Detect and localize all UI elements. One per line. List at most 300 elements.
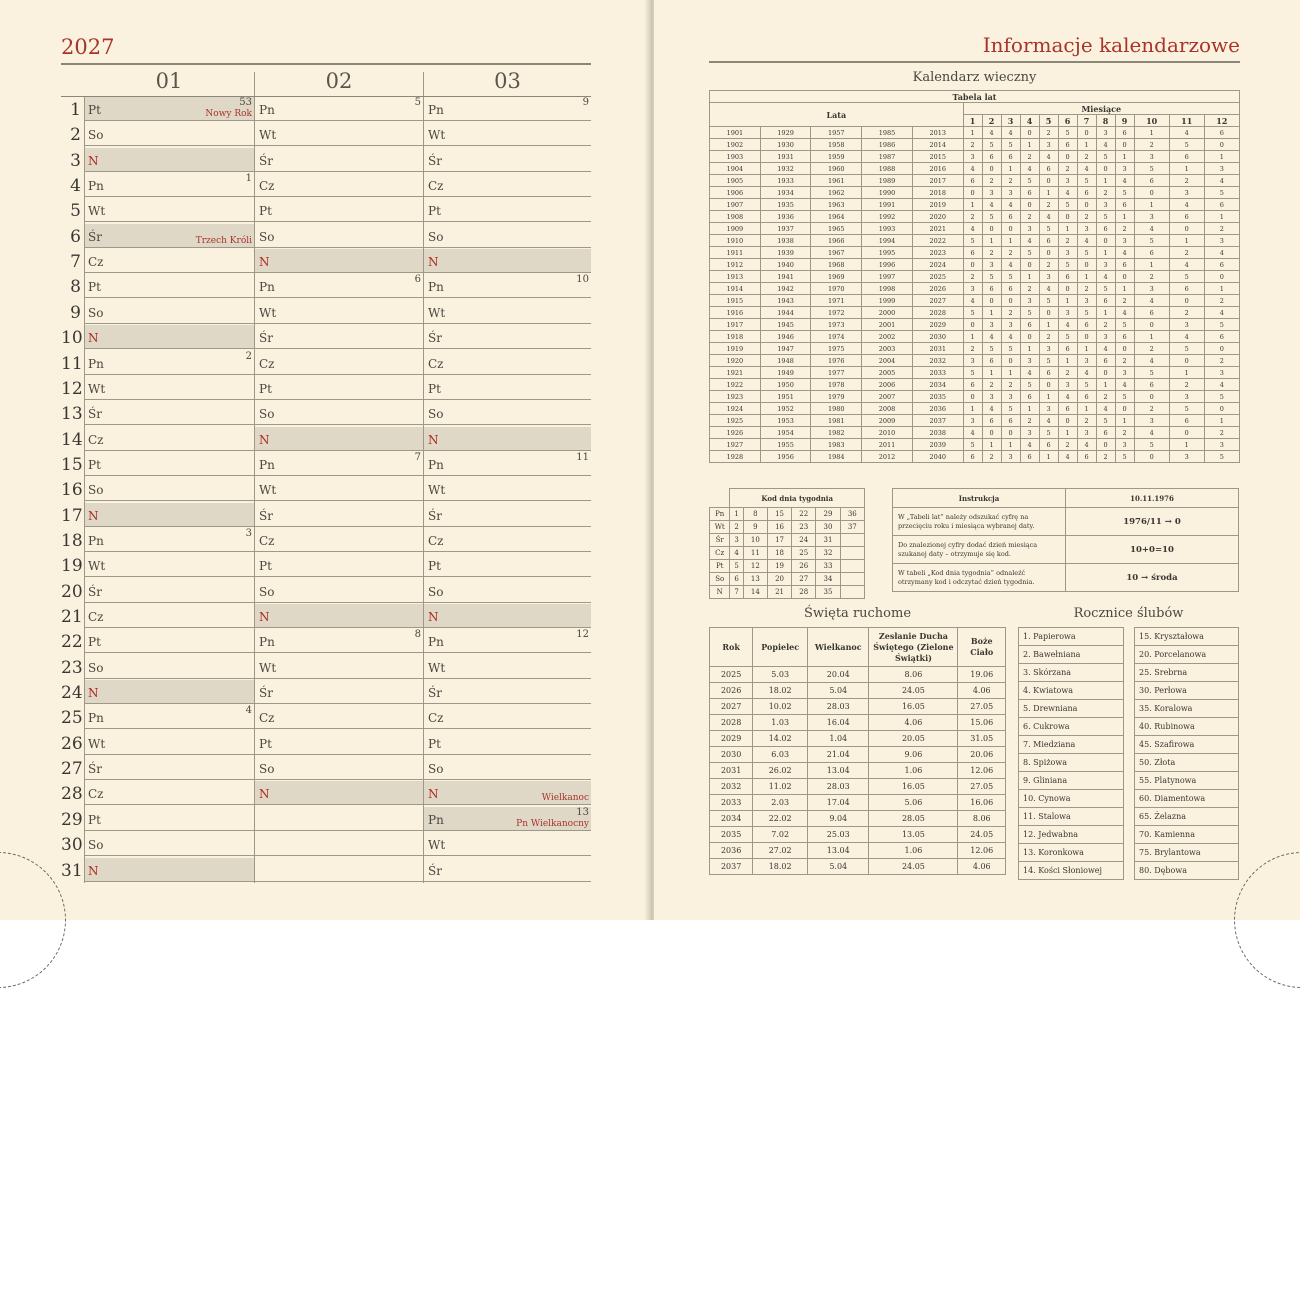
table-cell: 2013 [912, 127, 963, 139]
table-row [1019, 700, 1239, 718]
table-cell: 1 [963, 331, 982, 343]
day-cell[interactable] [424, 528, 591, 552]
day-cell[interactable] [424, 401, 591, 425]
day-cell[interactable] [255, 351, 423, 375]
table-cell: 1 [1134, 259, 1169, 271]
table-cell: 1 [1169, 367, 1204, 379]
day-cell[interactable] [84, 680, 254, 704]
table-cell: 6 [1204, 127, 1239, 139]
day-cell[interactable] [255, 528, 423, 552]
weekday-label: N [259, 255, 270, 270]
day-cell[interactable] [255, 655, 423, 679]
day-cell[interactable] [424, 148, 591, 172]
table-cell: 3 [982, 187, 1001, 199]
day-cell[interactable] [84, 401, 254, 425]
movable-feasts-table [709, 627, 1006, 875]
day-cell[interactable] [255, 579, 423, 603]
table-cell: 30 [816, 521, 840, 534]
table-cell: 6 [1204, 199, 1239, 211]
day-cell[interactable] [255, 858, 423, 882]
table-row [710, 151, 1240, 163]
day-cell[interactable] [255, 249, 423, 273]
day-cell[interactable] [255, 503, 423, 527]
table-cell: 5 [1115, 451, 1134, 463]
day-cell[interactable] [255, 629, 423, 653]
left-page [0, 0, 648, 920]
weekday-label: Śr [88, 407, 102, 422]
table-cell: 2 [1039, 259, 1058, 271]
day-cell[interactable] [424, 198, 591, 222]
table-cell: 0 [1115, 343, 1134, 355]
day-cell[interactable] [424, 503, 591, 527]
table-cell: 32 [816, 547, 840, 560]
table-cell: 0 [982, 223, 1001, 235]
table-cell: 3 [1001, 391, 1020, 403]
table-cell: 1996 [862, 259, 913, 271]
day-cell[interactable] [255, 274, 423, 298]
table-cell [840, 560, 864, 573]
table-cell: 5 [1077, 175, 1096, 187]
day-cell[interactable] [84, 629, 254, 653]
day-cell[interactable] [424, 680, 591, 704]
day-cell[interactable] [424, 452, 591, 476]
table-cell: 4 [1077, 163, 1096, 175]
table-cell: 24 [792, 534, 816, 547]
table-cell: 28 [792, 586, 816, 599]
table-cell: 5 [1039, 427, 1058, 439]
day-number: 26 [61, 733, 83, 754]
day-cell[interactable] [84, 224, 254, 248]
day-cell[interactable] [84, 731, 254, 755]
weekday-label: Śr [259, 508, 273, 523]
weekday-label: Wt [428, 128, 446, 143]
table-cell: 6 [1077, 391, 1096, 403]
table-cell: 1 [1039, 391, 1058, 403]
table-cell: 2028 [912, 307, 963, 319]
years-table-title: Tabela lat [710, 91, 1240, 103]
table-cell: 2038 [912, 427, 963, 439]
table-cell: 1931 [760, 151, 811, 163]
table-cell: 2 [1115, 295, 1134, 307]
table-cell: 4 [1204, 175, 1239, 187]
day-cell[interactable] [84, 300, 254, 324]
day-cell[interactable] [424, 97, 591, 121]
day-cell[interactable] [255, 97, 423, 121]
week-number: 11 [576, 451, 589, 463]
table-cell: 3 [730, 534, 743, 547]
day-cell[interactable] [424, 858, 591, 882]
day-cell[interactable] [255, 731, 423, 755]
table-cell: 4 [982, 127, 1001, 139]
table-cell: 2 [1001, 175, 1020, 187]
table-cell: 2 [1096, 391, 1115, 403]
table-cell: 2009 [862, 415, 913, 427]
anniversary-item: 75. Brylantowa [1135, 844, 1239, 862]
table-row [1019, 754, 1239, 772]
table-cell: 2006 [862, 379, 913, 391]
table-cell: 1928 [710, 451, 761, 463]
table-cell: 1935 [760, 199, 811, 211]
table-cell: 2020 [912, 211, 963, 223]
week-number: 5 [414, 97, 421, 108]
table-row [1019, 772, 1239, 790]
day-cell[interactable] [84, 122, 254, 146]
day-cell[interactable] [255, 680, 423, 704]
table-cell: 6 [963, 247, 982, 259]
week-number: 4 [245, 705, 252, 717]
table-cell: 1949 [760, 367, 811, 379]
table-cell: 5 [1096, 151, 1115, 163]
table-cell: 1 [1039, 319, 1058, 331]
table-cell: 3 [1169, 319, 1204, 331]
day-code-title: Kod dnia tygodnia [730, 489, 865, 508]
table-cell: 12.06 [958, 763, 1006, 779]
table-cell: 0 [1077, 259, 1096, 271]
week-number: 10 [576, 274, 589, 286]
table-cell: 3 [1001, 187, 1020, 199]
table-cell: 3 [1001, 451, 1020, 463]
table-cell: 6 [1020, 187, 1039, 199]
table-cell: 6 [1039, 367, 1058, 379]
table-cell: 0 [1077, 199, 1096, 211]
table-cell: 2029 [710, 731, 753, 747]
weekday-label: Cz [259, 711, 275, 726]
table-cell: 0 [1115, 271, 1134, 283]
table-cell: 2035 [710, 827, 753, 843]
weekday-label: Pt [88, 812, 101, 827]
table-cell: 2 [1077, 211, 1096, 223]
table-cell: 5 [1169, 271, 1204, 283]
table-cell: 26 [792, 560, 816, 573]
day-cell[interactable] [424, 351, 591, 375]
day-cell[interactable] [424, 629, 591, 653]
table-cell: 0 [1096, 367, 1115, 379]
day-code-table [709, 488, 865, 599]
table-cell: 2 [1096, 187, 1115, 199]
table-cell: 1994 [862, 235, 913, 247]
table-cell: 1904 [710, 163, 761, 175]
table-cell: 4 [1058, 451, 1077, 463]
table-cell: 2 [1096, 319, 1115, 331]
table-cell: 1 [1096, 379, 1115, 391]
table-cell: 3 [1169, 391, 1204, 403]
day-cell[interactable] [424, 781, 591, 805]
table-cell: 1934 [760, 187, 811, 199]
table-cell: 3 [1020, 427, 1039, 439]
table-cell: 1942 [760, 283, 811, 295]
column-divider [423, 72, 424, 883]
table-cell: 2 [1001, 307, 1020, 319]
table-cell: 1.06 [869, 843, 958, 859]
table-cell: 2 [1115, 355, 1134, 367]
table-cell: 6 [1039, 439, 1058, 451]
table-cell: 0 [1039, 247, 1058, 259]
day-cell[interactable] [255, 781, 423, 805]
table-cell: 1.04 [808, 731, 869, 747]
day-cell[interactable] [84, 858, 254, 882]
table-cell: 4 [1204, 247, 1239, 259]
day-cell[interactable] [84, 528, 254, 552]
day-cell[interactable] [424, 832, 591, 856]
weekday-label: N [88, 686, 99, 701]
table-cell: 2033 [912, 367, 963, 379]
table-cell: 2 [1039, 331, 1058, 343]
weekday-label: Śr [259, 153, 273, 168]
day-cell[interactable] [84, 325, 254, 349]
day-cell[interactable] [84, 781, 254, 805]
weekday-label: Pn [88, 711, 104, 726]
table-cell: 10.02 [753, 699, 808, 715]
day-cell[interactable] [84, 579, 254, 603]
day-cell[interactable] [84, 249, 254, 273]
day-cell[interactable] [255, 376, 423, 400]
table-cell: 0 [1115, 139, 1134, 151]
table-row [1019, 664, 1239, 682]
day-cell[interactable] [84, 553, 254, 577]
day-cell[interactable] [424, 249, 591, 273]
day-cell[interactable] [424, 224, 591, 248]
table-cell: 4 [1096, 139, 1115, 151]
day-cell[interactable] [255, 807, 423, 831]
day-cell[interactable] [84, 452, 254, 476]
day-cell[interactable] [424, 553, 591, 577]
table-cell: 1908 [710, 211, 761, 223]
weekday-label: Wt [428, 838, 446, 853]
table-cell: 4 [1134, 355, 1169, 367]
table-row [710, 247, 1240, 259]
anniversary-item: 15. Kryształowa [1135, 628, 1239, 646]
day-cell[interactable] [84, 832, 254, 856]
day-cell[interactable] [84, 477, 254, 501]
table-cell: 18 [767, 547, 791, 560]
table-cell: 4.06 [869, 715, 958, 731]
table-cell: 6 [1096, 295, 1115, 307]
day-cell[interactable] [255, 756, 423, 780]
table-cell: 18.02 [753, 859, 808, 875]
table-cell: 34 [816, 573, 840, 586]
table-cell: 0 [963, 319, 982, 331]
day-cell[interactable] [84, 148, 254, 172]
table-cell: 0 [1169, 223, 1204, 235]
day-cell[interactable] [424, 427, 591, 451]
table-cell: 0 [1001, 223, 1020, 235]
anniversary-item: 20. Porcelanowa [1135, 646, 1239, 664]
table-cell: 1938 [760, 235, 811, 247]
table-cell: 6 [730, 573, 743, 586]
day-cell[interactable] [255, 325, 423, 349]
weekday-label: Śr [428, 153, 442, 168]
day-cell[interactable] [424, 705, 591, 729]
month-col-header: 1 [963, 115, 982, 127]
table-cell: 2017 [912, 175, 963, 187]
day-cell[interactable] [424, 477, 591, 501]
weekday-label: Śr [428, 508, 442, 523]
table-cell: 2 [982, 175, 1001, 187]
table-cell: 3 [1096, 331, 1115, 343]
day-cell[interactable] [255, 705, 423, 729]
weekday-label: N [428, 432, 439, 447]
day-cell[interactable] [424, 579, 591, 603]
table-cell: 19 [767, 560, 791, 573]
table-cell: 3 [1001, 319, 1020, 331]
table-row [710, 199, 1240, 211]
weekday-label: Pn [428, 812, 444, 827]
table-row [710, 747, 1006, 763]
anniversaries-title: Rocznice ślubów [1073, 606, 1184, 621]
anniversary-item: 3. Skórzana [1019, 664, 1124, 682]
day-cell[interactable] [84, 756, 254, 780]
table-cell: 36 [840, 508, 864, 521]
day-cell[interactable] [84, 427, 254, 451]
day-cell[interactable] [255, 553, 423, 577]
table-cell: 4.06 [958, 859, 1006, 875]
table-cell: 25.03 [808, 827, 869, 843]
table-cell: 1993 [862, 223, 913, 235]
table-cell: 1903 [710, 151, 761, 163]
table-cell: 2 [1039, 199, 1058, 211]
table-row [710, 508, 865, 521]
day-cell[interactable] [255, 122, 423, 146]
table-cell: 1963 [811, 199, 862, 211]
table-cell: 1909 [710, 223, 761, 235]
month-col-header: 3 [1001, 115, 1020, 127]
day-cell[interactable] [84, 807, 254, 831]
feast-column-header: Rok [710, 628, 753, 667]
years-label: Lata [710, 103, 964, 127]
table-cell: 5 [1115, 319, 1134, 331]
table-cell: 1 [1001, 439, 1020, 451]
day-cell[interactable] [84, 97, 254, 121]
day-cell[interactable] [255, 604, 423, 628]
day-cell[interactable] [424, 807, 591, 831]
day-cell[interactable] [255, 452, 423, 476]
day-cell[interactable] [255, 401, 423, 425]
table-cell: 1939 [760, 247, 811, 259]
table-cell: 3 [963, 355, 982, 367]
table-cell: 3 [1134, 151, 1169, 163]
table-row [710, 521, 865, 534]
day-cell[interactable] [84, 705, 254, 729]
table-cell: 3 [1204, 367, 1239, 379]
table-cell: 0 [1169, 295, 1204, 307]
table-row [710, 391, 1240, 403]
table-cell: 6 [1001, 151, 1020, 163]
day-cell[interactable] [84, 198, 254, 222]
day-cell[interactable] [424, 325, 591, 349]
table-cell: 1985 [862, 127, 913, 139]
table-cell: 5 [1115, 187, 1134, 199]
table-cell: 1906 [710, 187, 761, 199]
day-cell[interactable] [424, 274, 591, 298]
table-row [710, 127, 1240, 139]
day-cell[interactable] [255, 198, 423, 222]
day-number: 25 [61, 708, 83, 729]
table-cell: 3 [1058, 379, 1077, 391]
table-cell: 4 [1096, 343, 1115, 355]
day-cell[interactable] [255, 148, 423, 172]
day-cell[interactable] [424, 173, 591, 197]
weekday-label: So [88, 660, 104, 675]
day-cell[interactable] [255, 173, 423, 197]
day-cell[interactable] [424, 122, 591, 146]
anniversary-item: 60. Diamentowa [1135, 790, 1239, 808]
table-cell: 27.05 [958, 699, 1006, 715]
instruction-step: Do znalezionej cyfry dodać dzień miesiąca szukanej daty – otrzymuje się kod. [893, 536, 1066, 564]
table-cell: 3 [1134, 415, 1169, 427]
day-cell[interactable] [424, 731, 591, 755]
table-cell: 4 [1058, 319, 1077, 331]
day-cell[interactable] [84, 173, 254, 197]
table-cell: 2028 [710, 715, 753, 731]
table-cell: 31.05 [958, 731, 1006, 747]
day-cell[interactable] [255, 300, 423, 324]
table-cell: 1965 [811, 223, 862, 235]
table-cell: 1930 [760, 139, 811, 151]
table-row [710, 283, 1240, 295]
day-cell[interactable] [424, 655, 591, 679]
table-cell: 2 [1020, 415, 1039, 427]
table-cell: 26.02 [753, 763, 808, 779]
table-cell: 6 [1134, 247, 1169, 259]
table-cell: 1932 [760, 163, 811, 175]
table-cell: 2002 [862, 331, 913, 343]
table-cell: 5 [1204, 391, 1239, 403]
day-cell[interactable] [255, 477, 423, 501]
table-cell: 16.05 [869, 699, 958, 715]
day-cell[interactable] [424, 300, 591, 324]
table-cell: 3 [1204, 235, 1239, 247]
day-cell[interactable] [424, 756, 591, 780]
day-cell[interactable] [84, 274, 254, 298]
table-cell: 3 [1058, 247, 1077, 259]
day-cell[interactable] [424, 376, 591, 400]
day-cell[interactable] [84, 604, 254, 628]
week-number: 12 [576, 629, 589, 641]
table-cell: 1 [1077, 271, 1096, 283]
table-row [1019, 790, 1239, 808]
table-row [710, 271, 1240, 283]
table-cell: 3 [963, 151, 982, 163]
table-cell: 1 [1115, 415, 1134, 427]
table-cell: 5 [1169, 139, 1204, 151]
day-cell[interactable] [84, 351, 254, 375]
day-cell[interactable] [84, 376, 254, 400]
table-cell: 1999 [862, 295, 913, 307]
table-row [710, 319, 1240, 331]
table-cell: 1921 [710, 367, 761, 379]
table-cell: 1951 [760, 391, 811, 403]
table-cell: 1914 [710, 283, 761, 295]
table-cell: 1 [1020, 343, 1039, 355]
table-cell: 1957 [811, 127, 862, 139]
table-row [710, 355, 1240, 367]
table-cell: 5 [1039, 295, 1058, 307]
day-cell[interactable] [255, 427, 423, 451]
day-cell[interactable] [84, 503, 254, 527]
day-cell[interactable] [255, 224, 423, 248]
table-cell: 2031 [710, 763, 753, 779]
table-cell: 0 [1020, 127, 1039, 139]
table-cell: 24.05 [869, 859, 958, 875]
day-cell[interactable] [84, 655, 254, 679]
table-cell: 1997 [862, 271, 913, 283]
table-cell: 1973 [811, 319, 862, 331]
day-cell[interactable] [255, 832, 423, 856]
table-cell: 4 [963, 295, 982, 307]
weekday-label: Pt [88, 457, 101, 472]
table-cell: 5 [1001, 403, 1020, 415]
day-cell[interactable] [424, 604, 591, 628]
